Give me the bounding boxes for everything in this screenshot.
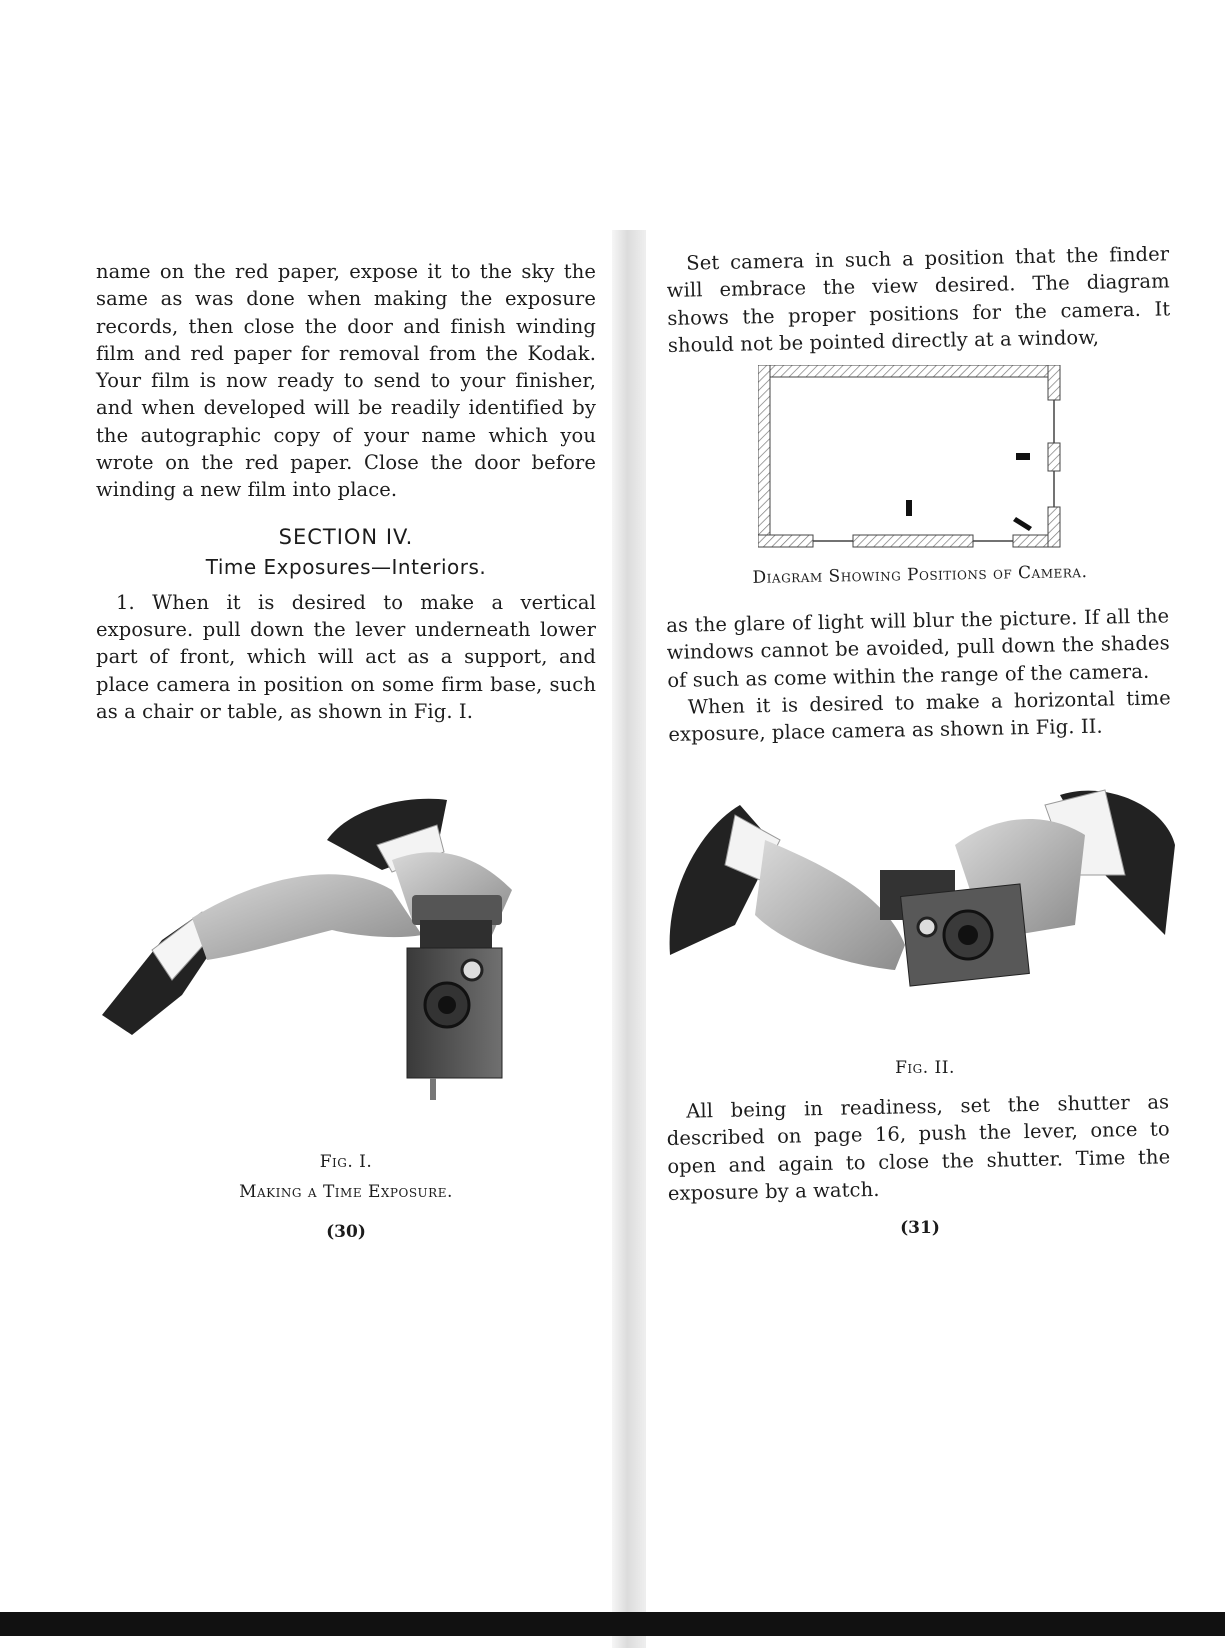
fig-1-label: Fig. I. bbox=[319, 1152, 373, 1172]
section-title: SECTION IV. bbox=[278, 524, 414, 549]
camera-support-leg bbox=[430, 1078, 436, 1100]
camera-position-corner bbox=[1013, 517, 1032, 531]
page-number-left: (30) bbox=[326, 1222, 366, 1242]
page-number-right: (31) bbox=[900, 1218, 940, 1238]
wall-right-bottom bbox=[1048, 507, 1060, 547]
right-page-middle bbox=[666, 602, 1172, 748]
wall-left bbox=[758, 365, 770, 547]
fig-1-caption: Making a Time Exposure. bbox=[239, 1182, 453, 1202]
glare-paragraph: as the glare of light will blur the picture. If all the windows cannot be avoided, pull down the shades of such as come within the range of the camera. bbox=[666, 604, 1170, 692]
continued-paragraph: name on the red paper, expose it to the sky the same as was done when making the exposure records, then close the door and finish winding film and red paper for removal from the Kodak. Your film is now ready to send to your finisher, and when developed will be readily identified by the autographic copy of your name which you wrote on the red paper. Close the door before winding a new film into place. bbox=[96, 260, 596, 502]
book-gutter bbox=[612, 230, 646, 1648]
diagram-caption: Diagram Showing Positions of Camera. bbox=[752, 562, 1088, 588]
right-page bbox=[666, 240, 1171, 359]
camera-position-paragraph: Set camera in such a position that the finder will embrace the view desired. The diagram shows the proper positions for the camera. It should not be pointed directly at a window, bbox=[666, 242, 1171, 357]
camera-bellows bbox=[420, 920, 492, 952]
left-page bbox=[96, 258, 596, 725]
left-hand bbox=[192, 874, 422, 960]
wall-right-top bbox=[1048, 365, 1060, 400]
page-bottom-edge bbox=[0, 1612, 1225, 1636]
wall-right-middle bbox=[1048, 443, 1060, 471]
vertical-exposure-paragraph: 1. When it is desired to make a vertical exposure. pull down the lever underneath lower part of front, which will act as a support, and place camera in position on some firm base, such as a chair or table, as shown in Fig. I. bbox=[96, 590, 596, 723]
shutter-paragraph: All being in readiness, set the shutter as described on page 16, push the lever, once to open and again to close the shutter. Time the exposure by a watch. bbox=[666, 1090, 1171, 1205]
wall-bottom-middle bbox=[853, 535, 973, 547]
right-page-bottom bbox=[666, 1088, 1171, 1207]
section-subtitle: Time Exposures—Interiors. bbox=[205, 554, 487, 579]
camera-finder bbox=[462, 960, 482, 980]
fig-2-photo bbox=[665, 785, 1185, 995]
fig-1-photo bbox=[92, 790, 552, 1110]
camera-finder bbox=[918, 918, 936, 936]
horizontal-exposure-paragraph: When it is desired to make a horizontal time exposure, place camera as shown in Fig. II. bbox=[668, 686, 1171, 747]
camera-position-right bbox=[1016, 453, 1030, 460]
camera-position-bottom bbox=[906, 500, 912, 516]
wall-top bbox=[758, 365, 1060, 377]
wall-bottom-left bbox=[758, 535, 813, 547]
camera-positions-diagram bbox=[758, 365, 1068, 555]
fig-2-label: Fig. II. bbox=[895, 1058, 955, 1078]
